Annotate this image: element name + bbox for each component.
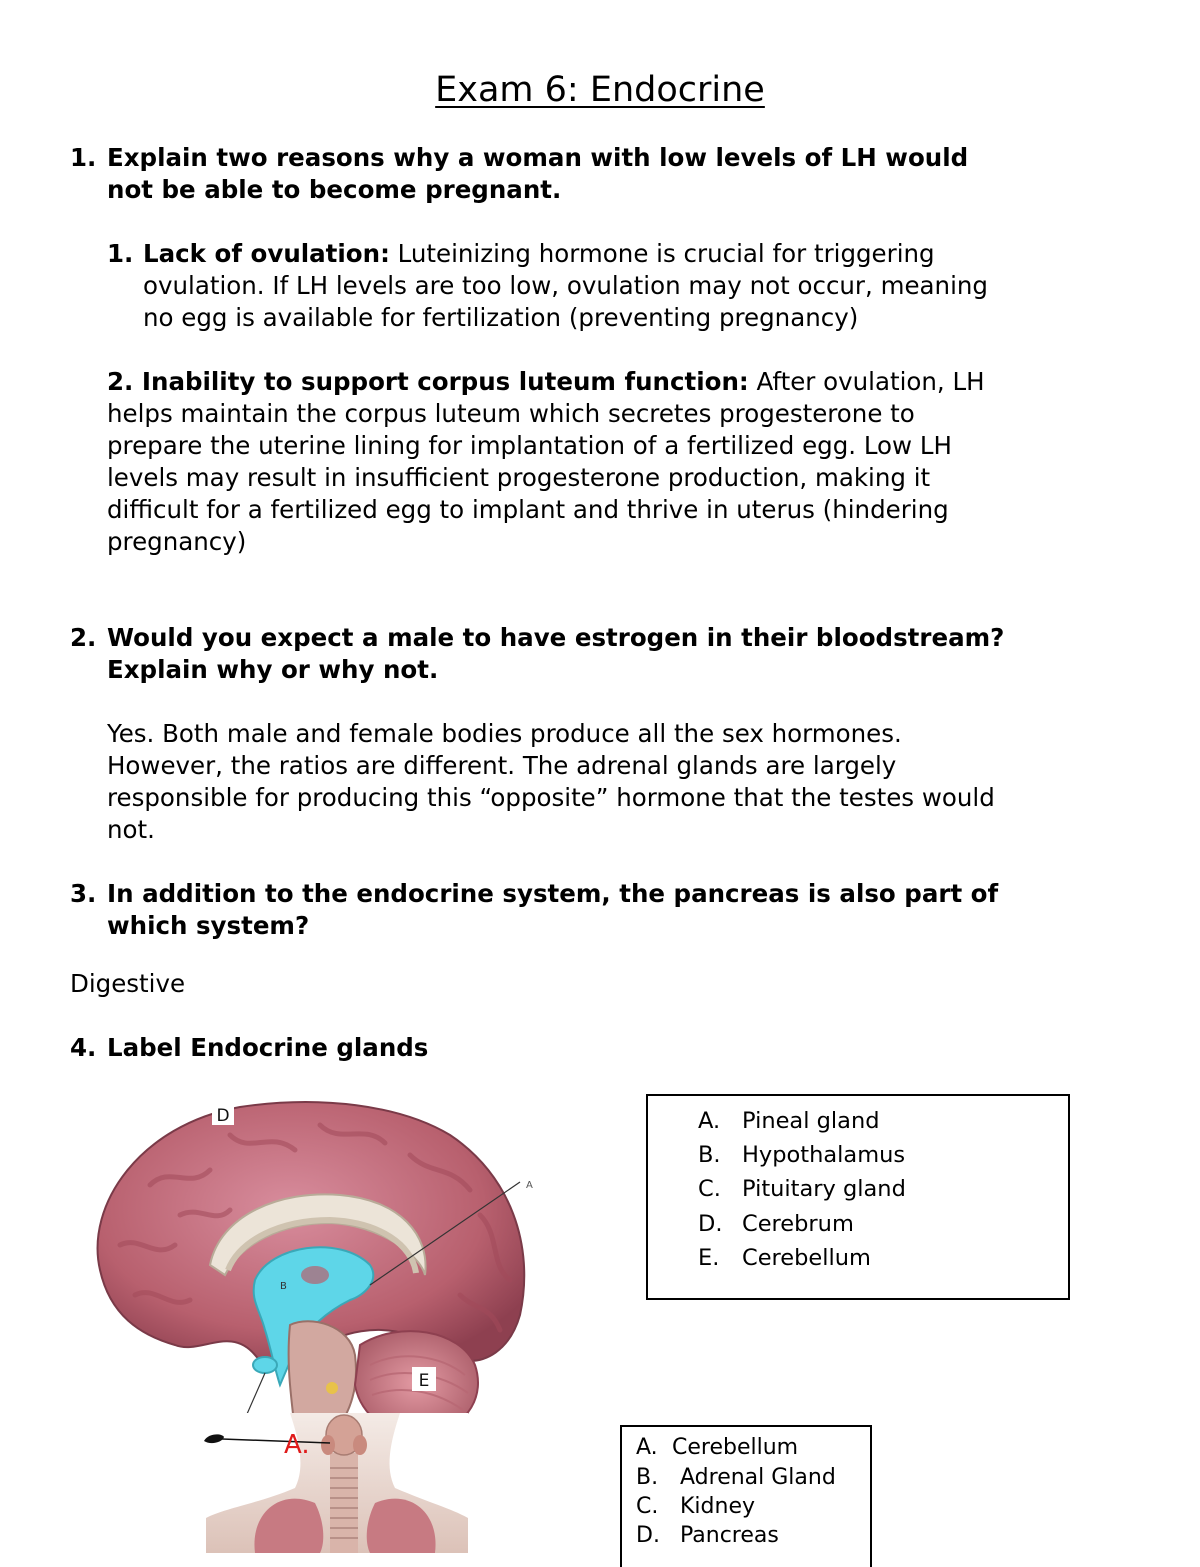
- answer-2-line2: However, the ratios are different. The adrenal glands are largely: [107, 751, 897, 780]
- legend-item: [698, 1138, 905, 1173]
- legend-text: Pineal gland: [742, 1108, 880, 1134]
- legend-text: Kidney: [680, 1494, 756, 1519]
- legend-text: Pancreas: [680, 1523, 779, 1548]
- answer-1-2-line3: prepare the uterine lining for implantation of a fertilized egg. Low LH: [107, 431, 952, 460]
- answer-1-2-line4: levels may result in insufficient progesterone production, making it: [107, 463, 931, 492]
- legend-item: [698, 1207, 854, 1242]
- legend-letter: D.: [698, 1211, 723, 1237]
- answer-1-2-line6: pregnancy): [107, 527, 247, 556]
- answer-3: Digestive: [70, 969, 186, 998]
- question-4-text: Label Endocrine glands: [107, 1033, 429, 1062]
- answer-1-1-text: Luteinizing hormone is crucial for triggering: [397, 239, 935, 268]
- page-title: Exam 6: Endocrine: [435, 70, 765, 110]
- answer-2-line1: Yes. Both male and female bodies produce all the sex hormones.: [107, 719, 902, 748]
- legend-item: [636, 1492, 755, 1521]
- answer-1-1-number: 1.: [107, 239, 134, 268]
- legend-letter: C.: [698, 1176, 721, 1202]
- answer-1-1-line3: no egg is available for fertilization (preventing pregnancy): [143, 303, 859, 332]
- legend-text: Pituitary gland: [742, 1176, 906, 1202]
- brain-diagram: [80, 1095, 550, 1440]
- legend-text: Cerebellum: [672, 1435, 799, 1460]
- answer-1-1-label: Lack of ovulation:: [143, 239, 390, 268]
- answer-1-2-label: 2. Inability to support corpus luteum function:: [107, 367, 749, 396]
- question-4-number: 4.: [70, 1033, 97, 1062]
- question-3-text-line2: which system?: [107, 911, 310, 940]
- legend-item: [698, 1241, 871, 1276]
- question-1-text-line2: not be able to become pregnant.: [107, 175, 562, 204]
- brain-label-a: A: [526, 1180, 533, 1191]
- neck-label-a: A.: [284, 1430, 310, 1460]
- legend-text: Cerebellum: [742, 1245, 871, 1271]
- brain-legend-box: [646, 1094, 1070, 1300]
- legend-item: [698, 1104, 879, 1139]
- answer-1-2-line5: difficult for a fertilized egg to implant and thrive in uterus (hindering: [107, 495, 949, 524]
- answer-1-2-line2: helps maintain the corpus luteum which secretes progesterone to: [107, 399, 915, 428]
- question-3-number: 3.: [70, 879, 97, 908]
- legend-item: [636, 1463, 836, 1492]
- question-2-text-line1: Would you expect a male to have estrogen in their bloodstream?: [107, 623, 1005, 652]
- legend-item: [698, 1172, 906, 1207]
- brain-label-e: E: [418, 1371, 430, 1391]
- legend-item: [636, 1433, 798, 1462]
- body-legend-box: [620, 1425, 872, 1567]
- legend-letter: A.: [636, 1435, 658, 1460]
- answer-1-2-text: After ovulation, LH: [756, 367, 985, 396]
- answer-2-line3: responsible for producing this “opposite” hormone that the testes would: [107, 783, 995, 812]
- legend-letter: E.: [698, 1245, 720, 1271]
- answer-1-1-line1: [143, 238, 935, 271]
- brain-label-d: D: [216, 1106, 230, 1126]
- question-3-text-line1: In addition to the endocrine system, the pancreas is also part of: [107, 879, 999, 908]
- legend-letter: A.: [698, 1108, 721, 1134]
- answer-1-1-line2: ovulation. If LH levels are too low, ovulation may not occur, meaning: [143, 271, 988, 300]
- question-1-text-line1: Explain two reasons why a woman with low levels of LH would: [107, 143, 969, 172]
- legend-text: Cerebrum: [742, 1211, 854, 1237]
- legend-item: [636, 1521, 779, 1550]
- answer-1-2-line1: [107, 366, 985, 399]
- question-2-text-line2: Explain why or why not.: [107, 655, 439, 684]
- question-2-number: 2.: [70, 623, 97, 652]
- answer-2-line4: not.: [107, 815, 155, 844]
- legend-letter: B.: [698, 1142, 721, 1168]
- brain-label-b: B: [280, 1281, 287, 1292]
- neck-thorax-diagram: [200, 1413, 470, 1553]
- legend-text: Adrenal Gland: [680, 1465, 836, 1490]
- legend-letter: D.: [636, 1523, 660, 1548]
- pituitary-shape: [253, 1357, 277, 1373]
- question-1-number: 1.: [70, 143, 97, 172]
- legend-text: Hypothalamus: [742, 1142, 906, 1168]
- legend-letter: C.: [636, 1494, 659, 1519]
- legend-letter: B.: [636, 1465, 659, 1490]
